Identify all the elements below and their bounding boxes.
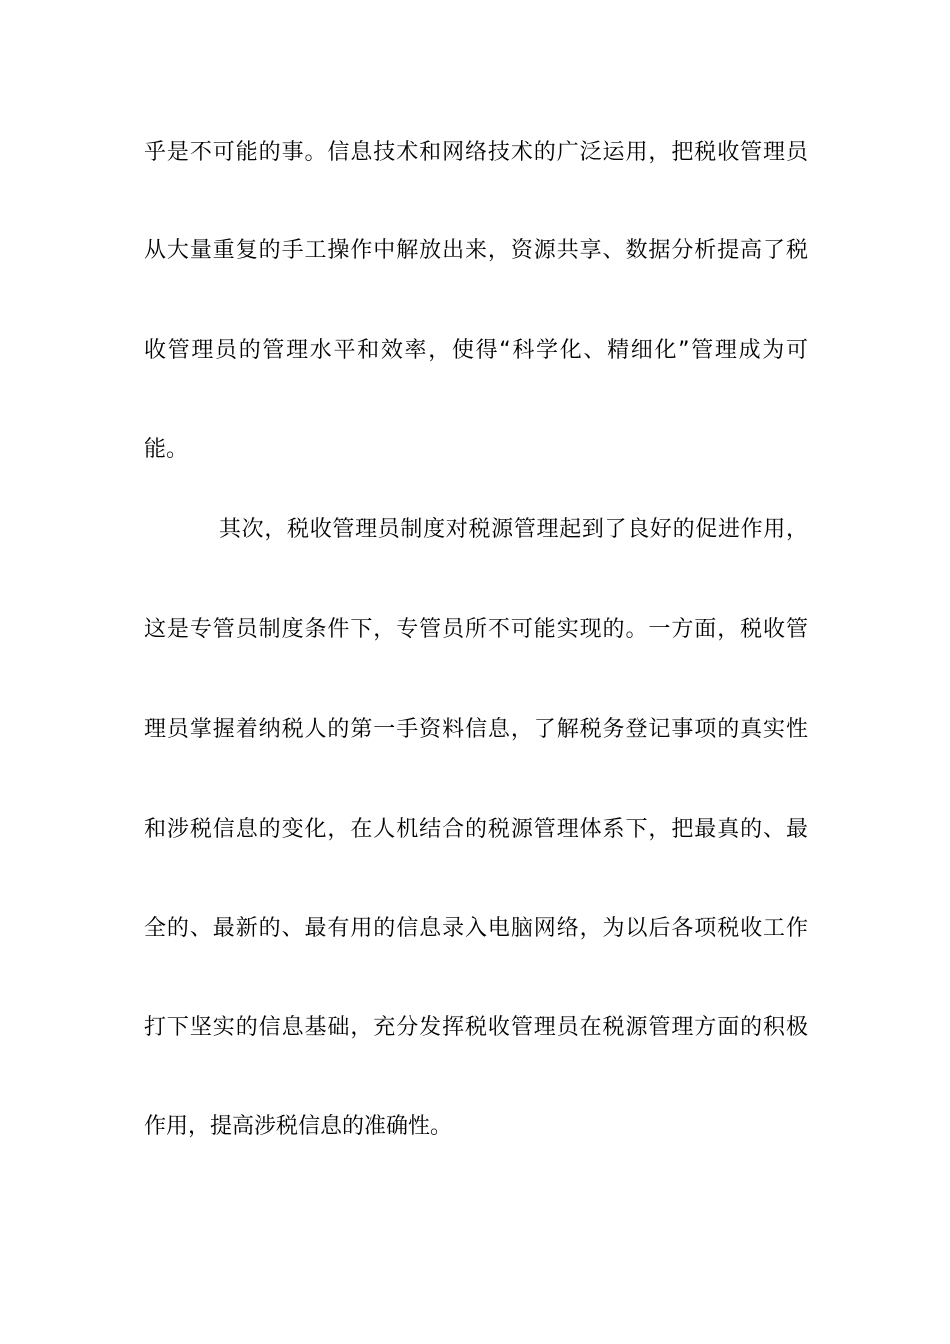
paragraph-line: 乎是不可能的事。信息技术和网络技术的广泛运用，把税收管理员 — [144, 140, 808, 165]
paragraph-line: 打下坚实的信息基础，充分发挥税收管理员在税源管理方面的积极 — [144, 1015, 808, 1040]
paragraph-line: 能。 — [144, 437, 189, 462]
paragraph-line: 其次，税收管理员制度对税源管理起到了良好的促进作用， — [219, 517, 808, 542]
paragraph-line: 这是专管员制度条件下，专管员所不可能实现的。一方面，税收管 — [144, 617, 808, 642]
paragraph-line: 全的、最新的、最有用的信息录入电脑网络，为以后各项税收工作 — [144, 916, 808, 941]
paragraph-line: 收管理员的管理水平和效率，使得“科学化、精细化”管理成为可 — [144, 338, 808, 363]
paragraph-line: 和涉税信息的变化，在人机结合的税源管理体系下，把最真的、最 — [144, 817, 808, 842]
paragraph-line: 理员掌握着纳税人的第一手资料信息，了解税务登记事项的真实性 — [144, 717, 808, 742]
paragraph-line: 作用，提高涉税信息的准确性。 — [144, 1114, 453, 1139]
paragraph-line: 从大量重复的手工操作中解放出来，资源共享、数据分析提高了税 — [144, 238, 808, 263]
